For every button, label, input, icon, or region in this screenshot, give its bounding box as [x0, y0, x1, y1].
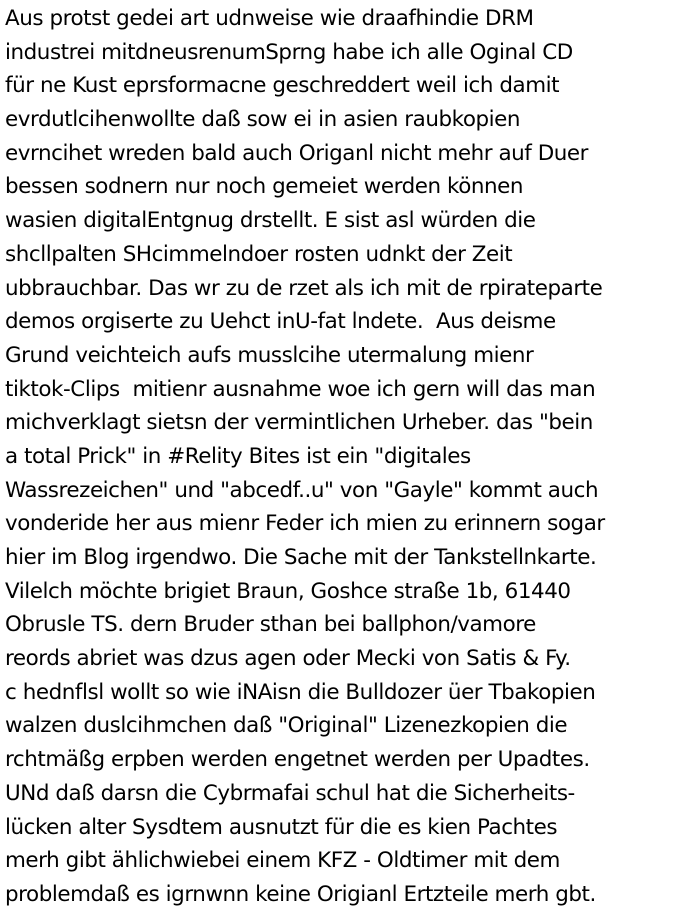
- text-line: demos orgiserte zu Uehct inU-fat lndete. Aus deisme: [5, 309, 556, 335]
- text-line: Wassrezeichen" und "abcedf..u" von "Gayle" kommt auch: [5, 477, 599, 503]
- text-line: Aus protst gedei art udnweise wie draafhindie DRM: [5, 6, 534, 31]
- text-line: evrdutlcihenwollte daß sow ei in asien raubkopien: [5, 107, 521, 133]
- text-line: c hednflsl wollt so wie iNAisn die Bulldozer üer Tbakopien: [5, 679, 596, 705]
- text-line: evrncihet wreden bald auch Origanl nicht mehr auf Duer: [5, 140, 589, 166]
- text-line: Vilelch möchte brigiet Braun, Goshce straße 1b, 61440: [5, 578, 571, 604]
- text-line: problemdaß es igrnwnn keine Origianl Ertzteile merh gbt.: [5, 881, 596, 907]
- text-line: wasien digitalEntgnug drstellt. E sist asl würden die: [5, 208, 536, 234]
- text-line: tiktok-Clips mitienr ausnahme woe ich gern will das man: [5, 376, 596, 402]
- document-body: [5, 2, 683, 912]
- text-line: merh gibt ählichwiebei einem KFZ - Oldtimer mit dem: [5, 848, 560, 874]
- text-line: UNd daß darsn die Cybrmafai schul hat die Sicherheits-: [5, 780, 575, 806]
- text-line: für ne Kust eprsformacne geschreddert weil ich damit: [5, 73, 560, 99]
- text-line: industrei mitdneusrenumSprng habe ich alle Oginal CD: [5, 39, 573, 65]
- text-line: rchtmäßg erpben werden engetnet werden per Upadtes.: [5, 747, 590, 773]
- text-line: vonderide her aus mienr Feder ich mien zu erinnern sogar: [5, 511, 605, 537]
- text-line: bessen sodnern nur noch gemeiet werden können: [5, 174, 524, 200]
- text-line: walzen duslcihmchen daß "Original" Lizenezkopien die: [5, 713, 568, 739]
- text-line: Grund veichteich aufs musslcihe utermalung mienr: [5, 342, 534, 368]
- text-line: Obrusle TS. dern Bruder sthan bei ballphon/vamore: [5, 612, 536, 638]
- text-line: lücken alter Sysdtem ausnutzt für die es kien Pachtes: [5, 814, 558, 840]
- text-line: reords abriet was dzus agen oder Mecki von Satis & Fy.: [5, 646, 571, 672]
- text-line: ubbrauchbar. Das wr zu de rzet als ich mit de rpirateparte: [5, 275, 603, 301]
- text-line: hier im Blog irgendwo. Die Sache mit der Tankstellnkarte.: [5, 545, 597, 570]
- text-line: shcllpalten SHcimmelndoer rosten udnkt der Zeit: [5, 241, 513, 267]
- text-line: a total Prick" in #Relity Bites ist ein "digitales: [5, 443, 471, 469]
- text-line: michverklagt sietsn der vermintlichen Urheber. das "bein: [5, 410, 593, 436]
